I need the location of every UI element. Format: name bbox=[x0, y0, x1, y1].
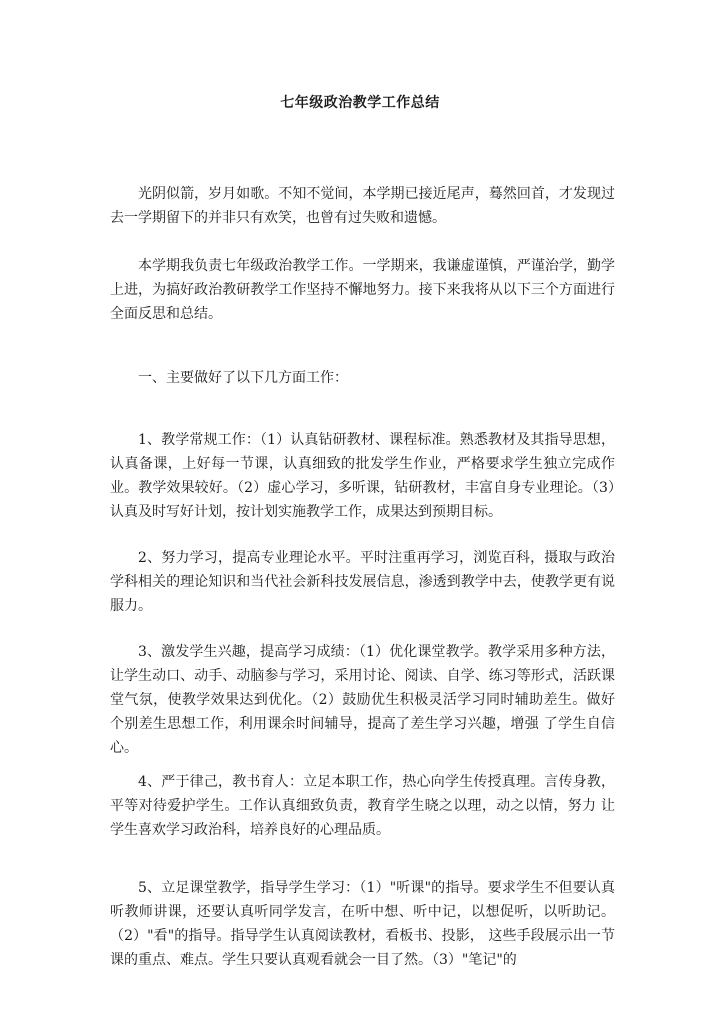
section-heading-1: 一、主要做好了以下几方面工作： bbox=[138, 370, 348, 386]
document-title: 七年级政治教学工作总结 bbox=[280, 95, 440, 111]
paragraph-overview: 本学期我负责七年级政治教学工作。一学期来，我谦虚谨慎，严谨治学，勤学上进，为搞好政治教研教学工作坚持不懈地努力。接下来我将从以下三个方面进行全面反思和总结。 bbox=[110, 258, 615, 322]
paragraph-intro: 光阴似箭，岁月如歌。不知不觉间，本学期已接近尾声，蓦然回首，才发现过去一学期留下的并非只有欢笑，也曾有过失败和遗憾。 bbox=[110, 186, 615, 226]
paragraph-item-3: 3、激发学生兴趣，提高学习成绩：（1）优化课堂教学。教学采用多种方法，让学生动口、动手、动脑参与学习，采用讨论、阅读、自学、练习等形式，活跃课堂气氛，使教学效果达到优化。（2）鼓励优生积极灵活学习同时辅助差生。做好个别差生思想工作，利用课余时间辅导，提高了差生学习兴趣，增强 了学生自信心。 bbox=[110, 644, 615, 756]
paragraph-item-4: 4、严于律己，教书育人：立足本职工作，热心向学生传授真理。言传身教，平等对待爱护学生。工作认真细致负责，教育学生晓之以理，动之以情，努力 让学生喜欢学习政治科，培养良好的心理品质。 bbox=[110, 774, 615, 838]
paragraph-item-5: 5、立足课堂教学，指导学生学习：（1）"听课"的指导。要求学生不但要认真听教师讲课，还要认真听同学发言，在听中想、听中记，以想促听，以听助记。（2）"看"的指导。指导学生认真阅读教材，看板书、投影， 这些手段展示出一节课的重点、难点。学生只要认真观看就会一目了然。（3）"笔记"的 bbox=[110, 880, 615, 968]
paragraph-item-2: 2、努力学习，提高专业理论水平。平时注重再学习，浏览百科，摄取与政治学科相关的理论知识和当代社会新科技发展信息，渗透到教学中去，使教学更有说服力。 bbox=[110, 550, 615, 614]
paragraph-item-1: 1、教学常规工作：（1）认真钻研教材、课程标准。熟悉教材及其指导思想，认真备课，上好每一节课，认真细致的批发学生作业，严格要求学生独立完成作业。教学效果较好。（2）虚心学习，多听课，钻研教材，丰富自身专业理论。（3）认真及时写好计划，按计划实施教学工作，成果达到预期目标。 bbox=[110, 432, 615, 520]
